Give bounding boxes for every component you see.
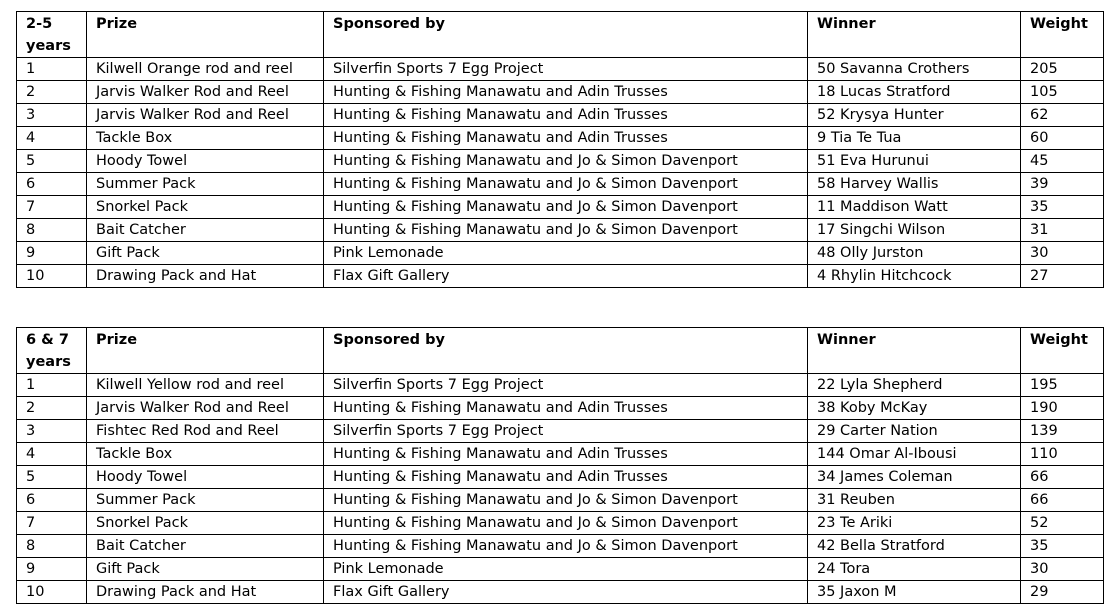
cell-age-group: 10 bbox=[17, 581, 87, 604]
cell-prize: Bait Catcher bbox=[87, 535, 324, 558]
cell-winner: 42 Bella Stratford bbox=[808, 535, 1021, 558]
cell-weight: 31 bbox=[1021, 219, 1104, 242]
cell-prize: Hoody Towel bbox=[87, 150, 324, 173]
header-winner: Winner bbox=[808, 12, 1021, 58]
table-header-row bbox=[17, 12, 1104, 58]
cell-winner: 34 James Coleman bbox=[808, 466, 1021, 489]
cell-prize: Tackle Box bbox=[87, 443, 324, 466]
cell-sponsor: Hunting & Fishing Manawatu and Adin Trusses bbox=[324, 397, 808, 420]
cell-weight: 190 bbox=[1021, 397, 1104, 420]
cell-age-group: 2 bbox=[17, 81, 87, 104]
cell-prize: Hoody Towel bbox=[87, 466, 324, 489]
cell-prize: Jarvis Walker Rod and Reel bbox=[87, 81, 324, 104]
table-row bbox=[17, 81, 1104, 104]
cell-winner: 50 Savanna Crothers bbox=[808, 58, 1021, 81]
cell-weight: 62 bbox=[1021, 104, 1104, 127]
table-row bbox=[17, 581, 1104, 604]
cell-age-group: 7 bbox=[17, 196, 87, 219]
cell-weight: 29 bbox=[1021, 581, 1104, 604]
cell-prize: Fishtec Red Rod and Reel bbox=[87, 420, 324, 443]
cell-sponsor: Hunting & Fishing Manawatu and Jo & Simon Davenport bbox=[324, 219, 808, 242]
cell-winner: 17 Singchi Wilson bbox=[808, 219, 1021, 242]
table-row bbox=[17, 420, 1104, 443]
cell-age-group: 9 bbox=[17, 242, 87, 265]
table-row bbox=[17, 58, 1104, 81]
cell-weight: 35 bbox=[1021, 196, 1104, 219]
cell-winner: 11 Maddison Watt bbox=[808, 196, 1021, 219]
cell-prize: Gift Pack bbox=[87, 558, 324, 581]
cell-winner: 48 Olly Jurston bbox=[808, 242, 1021, 265]
cell-age-group: 1 bbox=[17, 58, 87, 81]
cell-sponsor: Hunting & Fishing Manawatu and Jo & Simon Davenport bbox=[324, 512, 808, 535]
table-row bbox=[17, 265, 1104, 288]
cell-sponsor: Hunting & Fishing Manawatu and Adin Trusses bbox=[324, 443, 808, 466]
cell-winner: 51 Eva Hurunui bbox=[808, 150, 1021, 173]
cell-sponsor: Hunting & Fishing Manawatu and Adin Trusses bbox=[324, 127, 808, 150]
cell-winner: 4 Rhylin Hitchcock bbox=[808, 265, 1021, 288]
header-winner: Winner bbox=[808, 328, 1021, 374]
cell-winner: 22 Lyla Shepherd bbox=[808, 374, 1021, 397]
table-row bbox=[17, 173, 1104, 196]
cell-prize: Kilwell Orange rod and reel bbox=[87, 58, 324, 81]
header-age-group: 2-5 years bbox=[17, 12, 87, 58]
cell-age-group: 10 bbox=[17, 265, 87, 288]
header-sponsor: Sponsored by bbox=[324, 12, 808, 58]
cell-winner: 144 Omar Al-Ibousi bbox=[808, 443, 1021, 466]
cell-sponsor: Hunting & Fishing Manawatu and Jo & Simon Davenport bbox=[324, 489, 808, 512]
cell-age-group: 7 bbox=[17, 512, 87, 535]
table-row bbox=[17, 104, 1104, 127]
cell-age-group: 6 bbox=[17, 173, 87, 196]
cell-sponsor: Hunting & Fishing Manawatu and Adin Trusses bbox=[324, 81, 808, 104]
cell-winner: 23 Te Ariki bbox=[808, 512, 1021, 535]
cell-age-group: 8 bbox=[17, 219, 87, 242]
table-row bbox=[17, 535, 1104, 558]
cell-prize: Drawing Pack and Hat bbox=[87, 581, 324, 604]
cell-weight: 35 bbox=[1021, 535, 1104, 558]
header-age-group: 6 & 7 years bbox=[17, 328, 87, 374]
cell-weight: 205 bbox=[1021, 58, 1104, 81]
cell-winner: 58 Harvey Wallis bbox=[808, 173, 1021, 196]
cell-winner: 29 Carter Nation bbox=[808, 420, 1021, 443]
table-row bbox=[17, 150, 1104, 173]
header-sponsor: Sponsored by bbox=[324, 328, 808, 374]
cell-weight: 39 bbox=[1021, 173, 1104, 196]
cell-prize: Drawing Pack and Hat bbox=[87, 265, 324, 288]
table-row bbox=[17, 196, 1104, 219]
table-header-row bbox=[17, 328, 1104, 374]
cell-winner: 35 Jaxon M bbox=[808, 581, 1021, 604]
cell-prize: Tackle Box bbox=[87, 127, 324, 150]
cell-age-group: 5 bbox=[17, 150, 87, 173]
cell-age-group: 3 bbox=[17, 104, 87, 127]
cell-winner: 38 Koby McKay bbox=[808, 397, 1021, 420]
cell-weight: 52 bbox=[1021, 512, 1104, 535]
cell-age-group: 1 bbox=[17, 374, 87, 397]
cell-sponsor: Hunting & Fishing Manawatu and Adin Trusses bbox=[324, 104, 808, 127]
table-row bbox=[17, 242, 1104, 265]
table-row bbox=[17, 443, 1104, 466]
cell-age-group: 9 bbox=[17, 558, 87, 581]
cell-weight: 60 bbox=[1021, 127, 1104, 150]
cell-prize: Gift Pack bbox=[87, 242, 324, 265]
cell-sponsor: Flax Gift Gallery bbox=[324, 581, 808, 604]
table-row bbox=[17, 489, 1104, 512]
cell-sponsor: Flax Gift Gallery bbox=[324, 265, 808, 288]
cell-prize: Kilwell Yellow rod and reel bbox=[87, 374, 324, 397]
cell-sponsor: Hunting & Fishing Manawatu and Jo & Simon Davenport bbox=[324, 535, 808, 558]
cell-winner: 31 Reuben bbox=[808, 489, 1021, 512]
cell-winner: 18 Lucas Stratford bbox=[808, 81, 1021, 104]
cell-age-group: 8 bbox=[17, 535, 87, 558]
prize-table-2-5-years bbox=[16, 11, 1104, 288]
table-row bbox=[17, 374, 1104, 397]
cell-sponsor: Hunting & Fishing Manawatu and Jo & Simon Davenport bbox=[324, 196, 808, 219]
cell-sponsor: Pink Lemonade bbox=[324, 242, 808, 265]
cell-winner: 52 Krysya Hunter bbox=[808, 104, 1021, 127]
header-weight: Weight bbox=[1021, 328, 1104, 374]
cell-weight: 105 bbox=[1021, 81, 1104, 104]
cell-weight: 66 bbox=[1021, 489, 1104, 512]
cell-weight: 66 bbox=[1021, 466, 1104, 489]
cell-sponsor: Silverfin Sports 7 Egg Project bbox=[324, 58, 808, 81]
table-row bbox=[17, 127, 1104, 150]
cell-prize: Snorkel Pack bbox=[87, 512, 324, 535]
cell-sponsor: Hunting & Fishing Manawatu and Jo & Simon Davenport bbox=[324, 150, 808, 173]
cell-prize: Snorkel Pack bbox=[87, 196, 324, 219]
cell-prize: Jarvis Walker Rod and Reel bbox=[87, 104, 324, 127]
cell-sponsor: Hunting & Fishing Manawatu and Adin Trusses bbox=[324, 466, 808, 489]
table-row bbox=[17, 558, 1104, 581]
cell-weight: 30 bbox=[1021, 242, 1104, 265]
cell-winner: 9 Tia Te Tua bbox=[808, 127, 1021, 150]
cell-age-group: 4 bbox=[17, 127, 87, 150]
cell-age-group: 2 bbox=[17, 397, 87, 420]
cell-prize: Summer Pack bbox=[87, 173, 324, 196]
cell-age-group: 4 bbox=[17, 443, 87, 466]
cell-winner: 24 Tora bbox=[808, 558, 1021, 581]
table-row bbox=[17, 466, 1104, 489]
cell-weight: 195 bbox=[1021, 374, 1104, 397]
header-prize: Prize bbox=[87, 328, 324, 374]
cell-prize: Jarvis Walker Rod and Reel bbox=[87, 397, 324, 420]
cell-age-group: 3 bbox=[17, 420, 87, 443]
cell-weight: 27 bbox=[1021, 265, 1104, 288]
cell-weight: 139 bbox=[1021, 420, 1104, 443]
cell-prize: Bait Catcher bbox=[87, 219, 324, 242]
cell-weight: 110 bbox=[1021, 443, 1104, 466]
cell-sponsor: Silverfin Sports 7 Egg Project bbox=[324, 374, 808, 397]
header-prize: Prize bbox=[87, 12, 324, 58]
cell-prize: Summer Pack bbox=[87, 489, 324, 512]
table-row bbox=[17, 219, 1104, 242]
cell-sponsor: Silverfin Sports 7 Egg Project bbox=[324, 420, 808, 443]
cell-weight: 45 bbox=[1021, 150, 1104, 173]
table-row bbox=[17, 512, 1104, 535]
cell-sponsor: Hunting & Fishing Manawatu and Jo & Simon Davenport bbox=[324, 173, 808, 196]
header-weight: Weight bbox=[1021, 12, 1104, 58]
cell-sponsor: Pink Lemonade bbox=[324, 558, 808, 581]
cell-weight: 30 bbox=[1021, 558, 1104, 581]
table-row bbox=[17, 397, 1104, 420]
prize-table-6-7-years bbox=[16, 327, 1104, 604]
cell-age-group: 6 bbox=[17, 489, 87, 512]
cell-age-group: 5 bbox=[17, 466, 87, 489]
